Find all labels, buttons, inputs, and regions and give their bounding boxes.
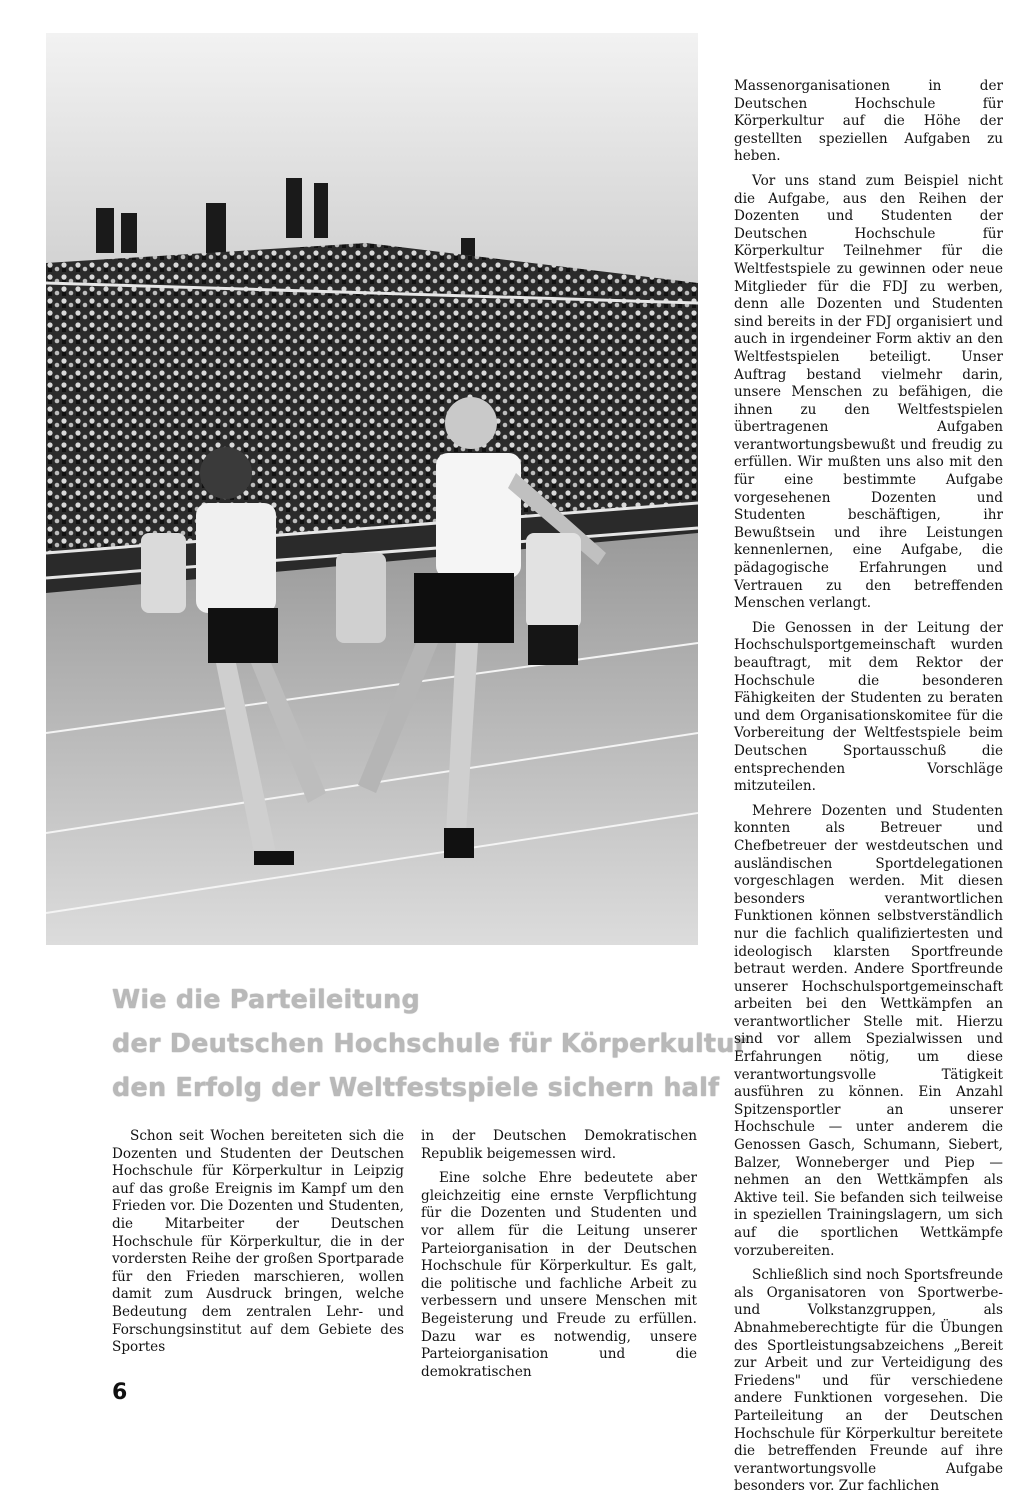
photo-relay-race: [46, 33, 698, 945]
text-column-left: [112, 1128, 404, 1364]
paragraph: Schließlich sind noch Sportsfreunde als Organisatoren von Sportwerbe- und Volkstanzgruppen, als Abnahmeberechtigte für die Übungen des Sportleistungsabzeichens „Bereit zur Arbeit und zur Verteidigung des Friedens" und für verschiedene andere Funktionen vorgesehen. Die Parteileitung an der Deutschen Hochschule für Körperkultur bereitete die betreffenden Freunde auf ihre verantwortungsvolle Aufgabe besonders vor. Zur fachlichen: [734, 1267, 1003, 1495]
paragraph: Schon seit Wochen bereiteten sich die Dozenten und Studenten der Deutschen Hochschule für Körperkultur in Leipzig auf das große Ereignis im Kampf um den Frieden vor. Die Dozenten und Studenten, die Mitarbeiter der Deutschen Hochschule für Körperkultur, die in der vordersten Reihe der großen Sportparade für den Frieden marschieren, wollen damit zum Ausdruck bringen, welche Bedeutung dem zentralen Lehr- und Forschungsinstitut auf dem Gebiete des Sportes: [112, 1128, 404, 1356]
headline-line-2: der Deutschen Hochschule für Körperkultur: [112, 1029, 748, 1059]
article-headline: [112, 978, 748, 1110]
text-column-middle: [421, 1128, 697, 1388]
text-column-right: [734, 78, 1003, 1503]
page-number: 6: [112, 1380, 128, 1405]
headline-line-3: den Erfolg der Weltfestspiele sichern half: [112, 1073, 720, 1103]
paragraph: Massenorganisationen in der Deutschen Hochschule für Körperkultur auf die Höhe der gestellten speziellen Aufgaben zu heben.: [734, 78, 1003, 165]
headline-line-1: Wie die Parteileitung: [112, 985, 420, 1015]
paragraph: Die Genossen in der Leitung der Hochschulsportgemeinschaft wurden beauftragt, mit dem Rektor der Hochschule die besonderen Fähigkeiten der Studenten zu beraten und dem Organisationskomitee für die Vorbereitung der Weltfestspiele beim Deutschen Sportausschuß die entsprechenden Vorschläge mitzuteilen.: [734, 619, 1003, 795]
paragraph: Vor uns stand zum Beispiel nicht die Aufgabe, aus den Reihen der Dozenten und Studenten der Deutschen Hochschule für Körperkultur Teilnehmer für die Weltfestspiele zu gewinnen oder neue Mitglieder für die FDJ zu werben, denn alle Dozenten und Studenten sind bereits in der FDJ organisiert und auch in irgendeiner Form aktiv an den Weltfestspielen beteiligt. Unser Auftrag bestand vielmehr darin, unsere Menschen zu befähigen, die ihnen zu den Weltfestspielen übertragenen Aufgaben verantwortungsbewußt und freudig zu erfüllen. Wir mußten uns also mit den für eine bestimmte Aufgabe vorgesehenen Dozenten und Studenten beschäftigen, ihr Bewußtsein und ihre Leistungen kennenlernen, eine Aufgabe, die pädagogische Erfahrungen und Vertrauen zu den betreffenden Menschen verlangt.: [734, 172, 1003, 612]
paragraph: in der Deutschen Demokratischen Republik beigemessen wird.: [421, 1128, 697, 1162]
photo-icon: [46, 33, 698, 945]
paragraph: Eine solche Ehre bedeutete aber gleichzeitig eine ernste Verpflichtung für die Dozenten und Studenten und vor allem für die Leitung unserer Parteiorganisation in der Deutschen Hochschule für Körperkultur. Es galt, die politische und fachliche Arbeit zu verbessern und unsere Menschen mit Begeisterung und Freude zu erfüllen. Dazu war es notwendig, unsere Parteiorganisation und die demokratischen: [421, 1170, 697, 1380]
paragraph: Mehrere Dozenten und Studenten konnten als Betreuer und Chefbetreuer der westdeutschen und ausländischen Sportdelegationen vorgeschlagen werden. Mit diesen besonders verantwortlichen Funktionen können selbstverständlich nur die fachlich qualifiziertesten und ideologisch klarsten Sportfreunde betraut werden. Andere Sportfreunde unserer Hochschulsportgemeinschaft arbeiten bei den Wettkämpfen an verantwortlicher Stelle mit. Hierzu sind vor allem Spezialwissen und Erfahrungen nötig, um diese verantwortungsvolle Tätigkeit ausführen zu können. Ein Anzahl Spitzensportler an unserer Hochschule — unter anderem die Genossen Gasch, Schumann, Siebert, Balzer, Wonneberger und Piep — nehmen an den Wettkämpfen als Aktive teil. Sie befanden sich teilweise in speziellen Trainingslagern, um sich auf die sportlichen Wettkämpfe vorzubereiten.: [734, 802, 1003, 1259]
